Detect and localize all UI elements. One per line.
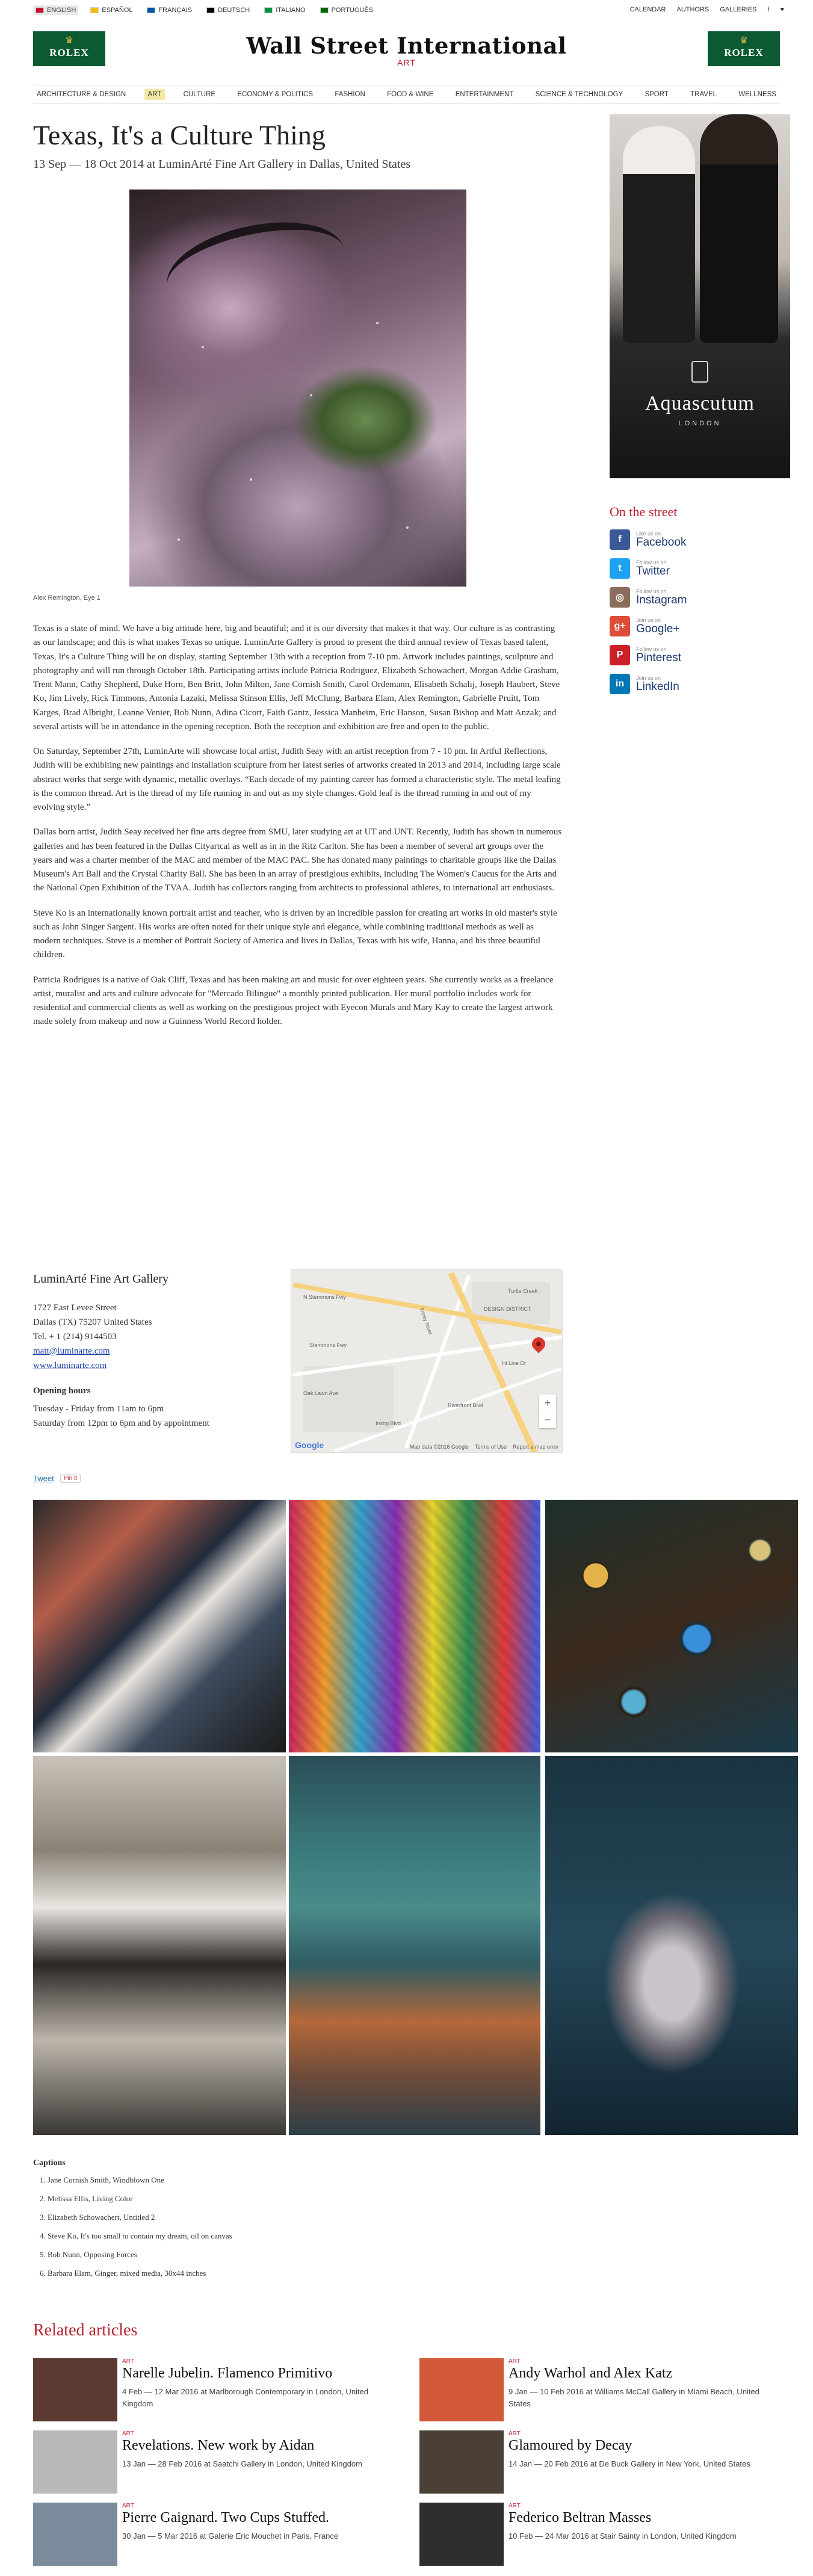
caption-item: 2. Melissa Ellis, Living Color [48, 2194, 232, 2204]
ad-model-man [700, 114, 778, 343]
article-subtitle: 13 Sep — 18 Oct 2014 at LuminArté Fine Art Gallery in Dallas, United States [33, 158, 411, 171]
social-name: Pinterest [636, 652, 681, 664]
nav-sport[interactable]: SPORT [645, 91, 669, 98]
zoom-out-button[interactable]: − [544, 1414, 551, 1426]
share-bar [33, 1474, 81, 1483]
google-logo[interactable]: Google [295, 1440, 324, 1450]
lang-label: DEUTSCH [218, 7, 250, 14]
artwork-image[interactable] [33, 1500, 286, 1752]
social-name: Twitter [636, 565, 670, 578]
related-thumbnail [419, 2358, 504, 2421]
section-label: ART [397, 58, 416, 67]
related-desc: 13 Jan — 28 Feb 2016 at Saatchi Gallery in London, United Kingdom [122, 2459, 362, 2468]
map-label: N Stemmons Fwy [303, 1294, 347, 1300]
pinterest-button[interactable]: Pin it [60, 1474, 81, 1483]
map-road [292, 1336, 562, 1377]
captions-heading: Captions [33, 2158, 66, 2168]
related-article[interactable] [33, 2503, 394, 2569]
nav-science-technology[interactable]: SCIENCE & TECHNOLOGY [535, 91, 623, 98]
gallery-website-link[interactable]: www.luminarte.com [33, 1361, 107, 1370]
lang-label: ITALIANO [276, 7, 306, 14]
gallery-address-line2: Dallas (TX) 75207 United States [33, 1317, 152, 1327]
article-title: Texas, It's a Culture Thing [33, 120, 326, 150]
opening-hours-heading: Opening hours [33, 1386, 91, 1396]
aquascutum-ad[interactable] [610, 114, 790, 478]
opening-hours-saturday: Saturday from 12pm to 6pm and by appointment [33, 1419, 209, 1428]
glitter-dot [310, 394, 312, 396]
map-data-credit: Map data ©2016 Google [409, 1444, 469, 1450]
nav-food-wine[interactable]: FOOD & WINE [387, 91, 434, 98]
gallery-email-link[interactable]: matt@luminarte.com [33, 1346, 110, 1356]
related-article[interactable] [33, 2358, 394, 2424]
glitter-dot [376, 322, 379, 324]
social-facebook[interactable] [610, 527, 754, 552]
related-article[interactable] [419, 2503, 781, 2569]
map-footer [410, 1444, 558, 1450]
article-body [33, 622, 563, 1040]
related-desc: 4 Feb — 12 Mar 2016 at Marlborough Contemporary in London, United Kingdom [122, 2387, 369, 2408]
gallery-map[interactable] [291, 1269, 563, 1453]
nav-economy-politics[interactable]: ECONOMY & POLITICS [237, 91, 314, 98]
related-heading: Related articles [33, 2321, 138, 2340]
galleries-link[interactable]: GALLERIES [720, 6, 757, 13]
related-category: ART [122, 2503, 134, 2509]
calendar-link[interactable]: CALENDAR [629, 6, 666, 13]
map-label: Stemmons Fwy [309, 1342, 347, 1348]
artwork-image[interactable] [545, 1756, 798, 2135]
facebook-icon[interactable]: f [767, 6, 770, 13]
gallery-phone: Tel. + 1 (214) 9144503 [33, 1332, 117, 1342]
gallery-address-line1: 1727 East Levee Street [33, 1303, 117, 1313]
nav-architecture-design[interactable]: ARCHITECTURE & DESIGN [37, 91, 126, 98]
map-label: Hi Line Dr [502, 1360, 527, 1366]
ad-brand: Aquascutum [645, 392, 755, 414]
artwork-image[interactable] [33, 1756, 286, 2135]
lang-francais[interactable] [144, 5, 194, 15]
article-paragraph: Texas is a state of mind. We have a big attitude here, big and beautiful; and it is our diversity that makes it that way. Our culture is as contrasting as our landscape; and this is what makes Texas so unique. LuminArte Gallery is proud to present the third annual review of Texas based talent, Texas, It's a Culture Thing will be on display, starting September 13th with a reception from 7-10 pm. Artwork includes paintings, sculpture and photography and will run through October 18th. Participating artists include Patricia Rodriguez, Elizabeth Schowachert, Morgan Addie Grasham, Trent Mann, Cathy Shepherd, Duke Horn, Ben Britt, John Milton, Jane Cornish Smith, Carol Ordemann, Elisabeth Schalij, Joseph Haubert, Steve Ko, Jim Lively, Rick Timmons, Antonia Lazaki, Melissa Stinson Ellis, Jeff McClung, Barbara Elam, Alex Remington, Gabrielle Pruitt, Tom Karges, Brad Albright, Leanne Venier, Bob Nunn, Adina Cicort, Faith Gantz, Jessica Manheim, Eric Hanson, Susan Bishop and Matt Anzak; and several artists will be in attendance in the opening reception. Both the reception and exhibition are free and open to the public. [33, 624, 560, 732]
social-name: LinkedIn [636, 680, 679, 693]
related-category: ART [509, 2503, 521, 2509]
social-instagram[interactable] [610, 585, 754, 610]
related-title: Andy Warhol and Alex Katz [509, 2365, 673, 2381]
related-title: Federico Beltran Masses [509, 2510, 652, 2525]
flag-icon [264, 7, 273, 13]
social-caption: Follow us on [636, 559, 667, 565]
map-label: Trinity River [418, 1306, 434, 1336]
social-linkedin[interactable] [610, 671, 754, 697]
site-header [0, 22, 813, 82]
social-googleplus[interactable] [610, 614, 754, 639]
caption-item: 6. Barbara Elam, Ginger, mixed media, 30x44 inches [48, 2269, 232, 2278]
linkedin-icon: in [610, 674, 630, 694]
map-label: Irving Blvd [376, 1420, 401, 1426]
social-name: Facebook [636, 536, 687, 549]
artwork-image[interactable] [289, 1500, 540, 1752]
flag-icon [36, 7, 44, 13]
googleplus-icon: g+ [610, 616, 630, 636]
image-caption: Alex Remington, Eye 1 [33, 594, 100, 602]
social-caption: Follow us on [636, 588, 667, 594]
hero-image[interactable] [129, 190, 466, 587]
related-desc: 30 Jan — 5 Mar 2016 at Galerie Eric Mouchet in Paris, France [122, 2531, 339, 2541]
glitter-dot [250, 478, 252, 481]
ad-model-woman [623, 126, 695, 343]
glitter-dot [406, 526, 409, 529]
map-terms-link[interactable]: Terms of Use [474, 1444, 507, 1450]
social-twitter[interactable] [610, 556, 754, 581]
heart-icon[interactable]: ♥ [780, 6, 784, 13]
related-thumbnail [33, 2503, 117, 2566]
map-report-link[interactable]: Report a map error [512, 1444, 558, 1450]
nav-travel[interactable]: TRAVEL [690, 91, 717, 98]
rolex-wordmark: ROLEX [49, 47, 89, 58]
related-title: Revelations. New work by Aidan [122, 2438, 315, 2453]
lang-portugues[interactable] [318, 5, 376, 15]
article-paragraph: Dallas born artist, Judith Seay received her fine arts degree from SMU, later studying art at UT and UNT. Recently, Judith has shown in numerous galleries and has been featured in the Dallas Cityartcal as well as in in the Ritz Carlton. She has been a member of several art groups over the years and was a charter member of the MAC and member of the MAC PAC. She has donated many paintings to charitable groups like the Dallas Museum's Art Ball and the Crystal Charity Ball. She has been in an array of prestigious exhibits, including The Women's Caucus for the Arts and the National Open Exhibition of the TVAA. Judith has collectors ranging from architects to professional athletes, to international art enthusiasts. [33, 827, 562, 893]
artwork-image[interactable] [545, 1500, 798, 1752]
authors-link[interactable]: AUTHORS [676, 6, 709, 13]
tweet-button[interactable]: Tweet [33, 1474, 54, 1483]
article-paragraph: On Saturday, September 27th, LuminArte will showcase local artist, Judith Seay with an artist reception from 7 - 10 pm. In Artful Reflections, Judith will be exhibiting new paintings and installation sculpture from her latest series of artworks created in 2013 and 2014, including large scale abstract works that serge with dynamic, metallic overlays. “Each decade of my painting career has formed a characteristic style. The metal leafing is the common thread. Art is the thread of my life running in and out as my style changes. Gold leaf is the thread running in and out of my evolving style.” [33, 747, 561, 812]
lang-italiano[interactable] [262, 5, 308, 15]
flag-icon [90, 7, 99, 13]
map-label: DESIGN DISTRICT [484, 1306, 531, 1312]
glitter-dot [178, 538, 180, 541]
nav-art[interactable]: ART [144, 89, 165, 100]
related-desc: 9 Jan — 10 Feb 2016 at Williams McCall Gallery in Miami Beach, United States [509, 2387, 759, 2408]
lang-english[interactable] [33, 5, 78, 15]
related-article[interactable] [33, 2430, 394, 2497]
related-category: ART [509, 2430, 521, 2437]
social-caption: Join us on [636, 617, 661, 623]
related-category: ART [509, 2358, 521, 2365]
flag-icon [320, 7, 329, 13]
lang-label: FRANÇAIS [158, 7, 193, 14]
nav-wellness[interactable]: WELLNESS [738, 91, 776, 98]
lang-label: ESPAÑOL [102, 7, 133, 14]
site-logo[interactable] [0, 32, 813, 67]
nav-entertainment[interactable]: ENTERTAINMENT [455, 91, 514, 98]
map-label: Riverfront Blvd [448, 1402, 484, 1408]
related-title: Pierre Gaignard. Two Cups Stuffed. [122, 2510, 330, 2525]
glitter-dot [202, 346, 204, 348]
lang-label: ENGLISH [47, 7, 76, 14]
nav-fashion[interactable]: FASHION [335, 91, 365, 98]
related-article[interactable] [419, 2358, 781, 2424]
flag-icon [206, 7, 215, 13]
language-selector [33, 5, 376, 15]
social-caption: Like us on [636, 531, 661, 537]
lang-label: PORTUGUÊS [331, 7, 374, 14]
related-thumbnail [33, 2358, 117, 2421]
social-name: Google+ [636, 623, 680, 635]
nav-culture[interactable]: CULTURE [183, 91, 216, 98]
social-name: Instagram [636, 594, 687, 606]
gallery-name: LuminArté Fine Art Gallery [33, 1272, 168, 1286]
facebook-icon: f [610, 529, 630, 550]
related-thumbnail [419, 2503, 504, 2566]
related-category: ART [122, 2358, 134, 2365]
eyelash-shape [159, 208, 353, 327]
related-thumbnail [33, 2430, 117, 2494]
caption-item: 3. Elizabeth Schowachert, Untitled 2 [48, 2213, 232, 2222]
caption-item: 1. Jane Cornish Smith, Windblown One [48, 2175, 232, 2185]
related-title: Glamoured by Decay [509, 2438, 632, 2453]
main-nav [33, 85, 780, 104]
related-desc: 10 Feb — 24 Mar 2016 at Stair Sainty in London, United Kingdom [509, 2531, 737, 2541]
social-caption: Join us on [636, 675, 661, 681]
twitter-icon: t [610, 558, 630, 579]
top-bar [0, 0, 813, 22]
article-paragraph: Patricia Rodrigues is a native of Oak Cliff, Texas and has been making art and music for over eighteen years. She currently works as a freelance artist, muralist and arts and culture advocate for "Mercado Bilingue" a monthly printed publication. Her mural portfolio includes work for residential and commercial clients as well as working on the prestigious project with Eyecon Murals and Mary Kay to create the largest artwork made solely from makeup and now a Guinness World Record holder. [33, 975, 554, 1027]
related-title: Narelle Jubelin. Flamenco Primitivo [122, 2365, 333, 2381]
map-zoom-control [539, 1394, 556, 1428]
social-caption: Follow us on [636, 646, 667, 652]
on-the-street-heading: On the street [610, 504, 678, 519]
related-desc: 14 Jan — 20 Feb 2016 at De Buck Gallery in New York, United States [509, 2459, 750, 2468]
article-paragraph: Steve Ko is an internationally known portrait artist and teacher, who is driven by an incredible passion for creating art works in old master's style such as John Singer Sargent. His works are often noted for their unique style and elegance, while combining traditional methods as well as modern techniques. Steve is a member of Portrait Society of America and lives in Dallas, Texas with his wife, Hanna, and his three beautiful children. [33, 908, 557, 960]
flag-icon [147, 7, 155, 13]
related-thumbnail [419, 2430, 504, 2494]
lang-deutsch[interactable] [204, 5, 252, 15]
map-label: Turtle Creek [508, 1288, 538, 1294]
opening-hours-weekday: Tuesday - Friday from 11am to 6pm [33, 1404, 164, 1414]
captions-list [33, 2158, 232, 2287]
pinterest-icon: P [610, 645, 630, 665]
map-label: Oak Lawn Ave [303, 1390, 338, 1396]
gallery-info [33, 1269, 274, 1431]
caption-item: 4. Steve Ko, It's too small to contain my dream, oil on canvas [48, 2231, 232, 2241]
top-links [630, 6, 784, 13]
caption-item: 5. Bob Nunn, Opposing Forces [48, 2250, 232, 2260]
social-pinterest[interactable] [610, 642, 754, 668]
crown-icon: ♛ [64, 35, 74, 46]
rolex-wordmark: ROLEX [724, 47, 764, 58]
instagram-icon: ◎ [610, 587, 630, 608]
rolex-ad-right[interactable] [708, 31, 780, 66]
logo-title: Wall Street International [246, 32, 567, 59]
related-article[interactable] [419, 2430, 781, 2497]
related-category: ART [122, 2430, 134, 2437]
artwork-image[interactable] [289, 1756, 540, 2135]
ad-city: LONDON [678, 420, 722, 427]
crown-icon: ♛ [739, 35, 749, 46]
lang-espanol[interactable] [88, 5, 135, 15]
crest-icon [691, 361, 708, 383]
zoom-in-button[interactable]: + [539, 1394, 556, 1411]
